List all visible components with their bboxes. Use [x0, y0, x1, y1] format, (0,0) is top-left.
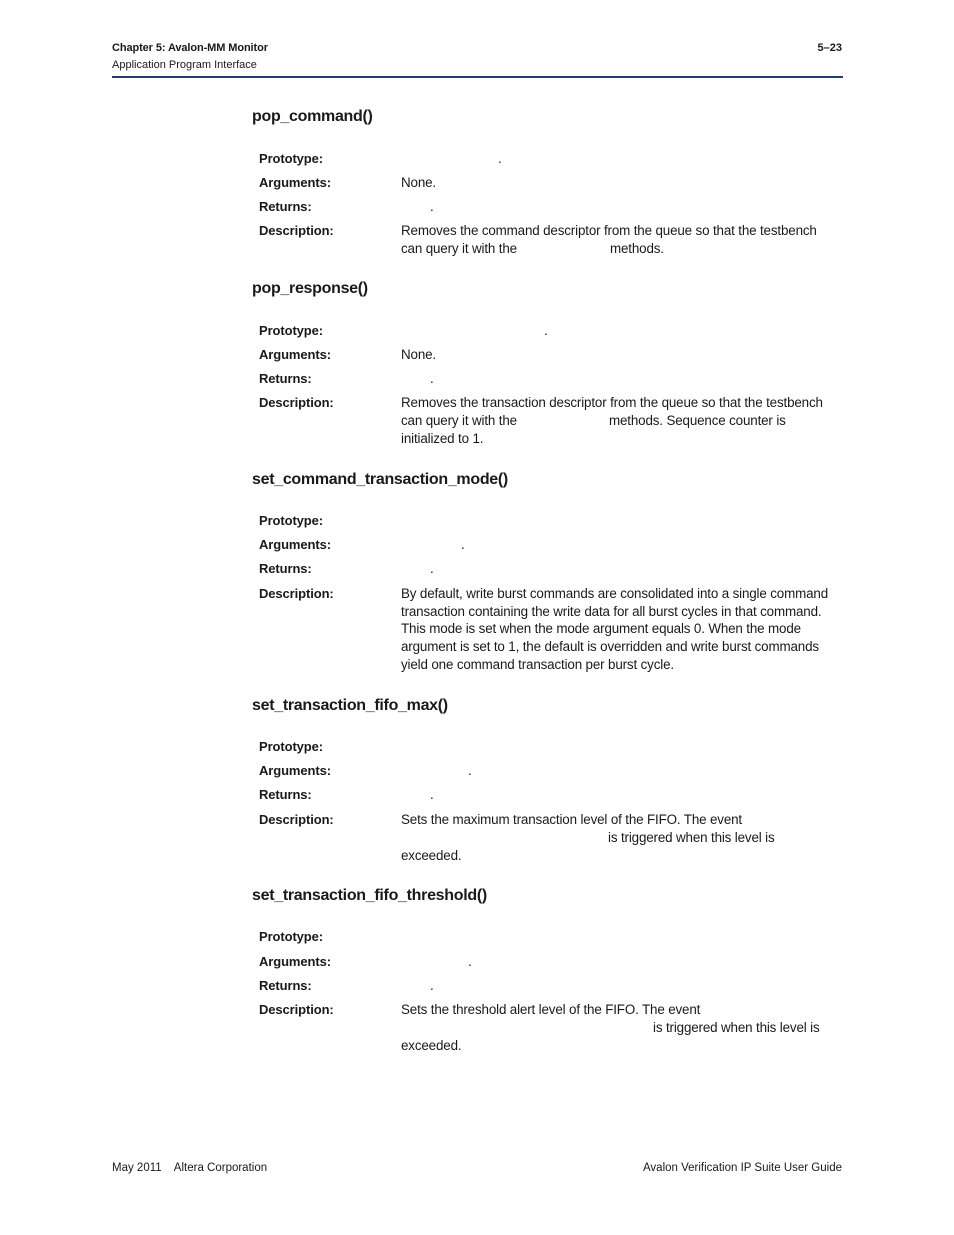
arguments-value: None.	[401, 347, 436, 362]
page-number: 5–23	[817, 42, 842, 54]
arguments-value: .	[468, 763, 472, 778]
label-description: Description:	[259, 395, 334, 410]
description-line: methods. Sequence counter is	[609, 413, 786, 428]
chapter-title: Chapter 5: Avalon-MM Monitor	[112, 42, 268, 54]
description-line: Removes the transaction descriptor from the queue so that the testbench	[401, 395, 823, 410]
label-returns: Returns:	[259, 787, 312, 802]
section-title-pop-response: pop_response()	[252, 280, 368, 297]
label-returns: Returns:	[259, 561, 312, 576]
returns-value: .	[430, 978, 434, 993]
returns-value: .	[430, 371, 434, 386]
arguments-value: .	[461, 537, 465, 552]
section-title-set-command-transaction-mode: set_command_transaction_mode()	[252, 471, 508, 488]
description-line: can query it with the	[401, 413, 517, 428]
label-arguments: Arguments:	[259, 175, 331, 190]
label-description: Description:	[259, 586, 334, 601]
description-line: is triggered when this level is	[653, 1020, 820, 1035]
description-line: This mode is set when the mode argument equals 0. When the mode	[401, 621, 801, 636]
label-arguments: Arguments:	[259, 347, 331, 362]
description-line: Sets the threshold alert level of the FIFO. The event	[401, 1002, 701, 1017]
label-prototype: Prototype:	[259, 513, 324, 528]
section-subtitle: Application Program Interface	[112, 59, 257, 71]
label-arguments: Arguments:	[259, 954, 331, 969]
description-line: Removes the command descriptor from the queue so that the testbench	[401, 223, 817, 238]
description-line: is triggered when this level is	[608, 830, 775, 845]
description-line: exceeded.	[401, 848, 462, 863]
footer-guide-title: Avalon Verification IP Suite User Guide	[642, 1162, 842, 1174]
label-returns: Returns:	[259, 199, 312, 214]
section-title-set-transaction-fifo-threshold: set_transaction_fifo_threshold()	[252, 887, 487, 904]
label-returns: Returns:	[259, 371, 312, 386]
description-line: argument is set to 1, the default is overridden and write burst commands	[401, 639, 819, 654]
returns-value: .	[430, 787, 434, 802]
arguments-value: .	[468, 954, 472, 969]
description-line: can query it with the	[401, 241, 517, 256]
label-prototype: Prototype:	[259, 151, 324, 166]
label-description: Description:	[259, 812, 334, 827]
footer-date-company: May 2011 Altera Corporation	[112, 1162, 268, 1174]
label-prototype: Prototype:	[259, 929, 324, 944]
description-line: transaction containing the write data for all burst cycles in that command.	[401, 604, 822, 619]
returns-value: .	[430, 561, 434, 576]
description-line: exceeded.	[401, 1038, 462, 1053]
label-description: Description:	[259, 1002, 334, 1017]
label-returns: Returns:	[259, 978, 312, 993]
label-description: Description:	[259, 223, 334, 238]
description-line: yield one command transaction per burst cycle.	[401, 657, 674, 672]
description-line: Sets the maximum transaction level of the FIFO. The event	[401, 812, 742, 827]
description-line: initialized to 1.	[401, 431, 484, 446]
section-title-set-transaction-fifo-max: set_transaction_fifo_max()	[252, 697, 448, 714]
section-title-pop-command: pop_command()	[252, 108, 373, 125]
header-rule	[112, 76, 843, 78]
prototype-value: .	[544, 323, 548, 338]
label-prototype: Prototype:	[259, 739, 324, 754]
label-prototype: Prototype:	[259, 323, 324, 338]
label-arguments: Arguments:	[259, 537, 331, 552]
description-line: By default, write burst commands are consolidated into a single command	[401, 586, 828, 601]
description-line: methods.	[610, 241, 664, 256]
returns-value: .	[430, 199, 434, 214]
arguments-value: None.	[401, 175, 436, 190]
label-arguments: Arguments:	[259, 763, 331, 778]
prototype-value: .	[498, 151, 502, 166]
